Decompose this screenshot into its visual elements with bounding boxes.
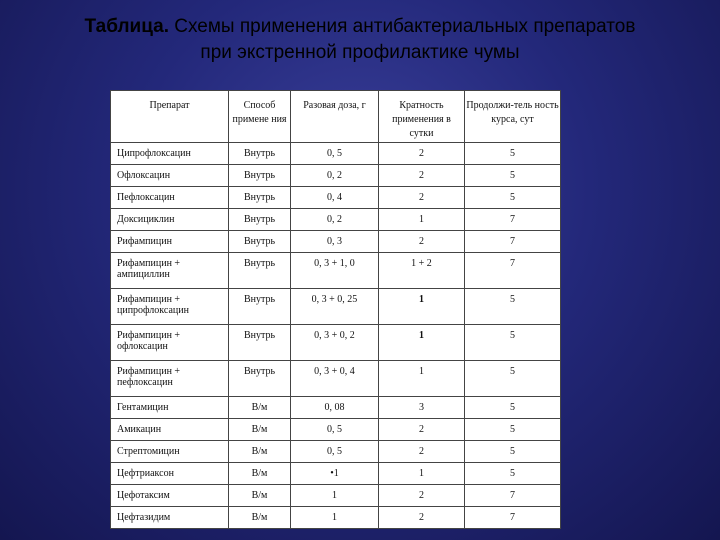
title-line-2: при экстренной профилактике чумы bbox=[200, 42, 520, 63]
cell-frequency: 2 bbox=[379, 165, 465, 187]
cell-dose: 0, 5 bbox=[291, 143, 379, 165]
cell-dose: 0, 3 + 0, 25 bbox=[291, 289, 379, 325]
cell-frequency: 1 bbox=[379, 463, 465, 485]
cell-drug: Амикацин bbox=[111, 419, 229, 441]
cell-drug: Рифампицин + ципрофлоксацин bbox=[111, 289, 229, 325]
cell-route: Внутрь bbox=[229, 289, 291, 325]
cell-frequency: 2 bbox=[379, 231, 465, 253]
cell-route: Внутрь bbox=[229, 143, 291, 165]
cell-route: В/м bbox=[229, 419, 291, 441]
cell-frequency: 1 bbox=[379, 325, 465, 361]
cell-drug: Цефтриаксон bbox=[111, 463, 229, 485]
cell-duration: 5 bbox=[465, 419, 561, 441]
cell-dose: 1 bbox=[291, 507, 379, 529]
header-dose: Разовая доза, г bbox=[291, 91, 379, 143]
cell-dose: 0, 5 bbox=[291, 419, 379, 441]
title-line-1 bbox=[0, 14, 720, 40]
table-row bbox=[111, 187, 561, 209]
table-row bbox=[111, 143, 561, 165]
cell-dose: 0, 08 bbox=[291, 397, 379, 419]
cell-dose: 0, 4 bbox=[291, 187, 379, 209]
header-duration: Продолжи-тель ность курса, сут bbox=[465, 91, 561, 143]
cell-duration: 5 bbox=[465, 463, 561, 485]
table-row bbox=[111, 485, 561, 507]
cell-dose: 0, 5 bbox=[291, 441, 379, 463]
table-row bbox=[111, 507, 561, 529]
cell-drug: Офлоксацин bbox=[111, 165, 229, 187]
cell-frequency: 1 bbox=[379, 289, 465, 325]
cell-duration: 5 bbox=[465, 187, 561, 209]
cell-drug: Рифампицин + ампициллин bbox=[111, 253, 229, 289]
cell-drug: Ципрофлоксацин bbox=[111, 143, 229, 165]
table-row bbox=[111, 463, 561, 485]
cell-route: В/м bbox=[229, 485, 291, 507]
cell-duration: 5 bbox=[465, 165, 561, 187]
cell-route: Внутрь bbox=[229, 325, 291, 361]
cell-frequency: 2 bbox=[379, 187, 465, 209]
cell-duration: 5 bbox=[465, 441, 561, 463]
table-row bbox=[111, 289, 561, 325]
cell-drug: Рифампицин bbox=[111, 231, 229, 253]
cell-route: В/м bbox=[229, 441, 291, 463]
cell-dose: 0, 3 + 0, 4 bbox=[291, 361, 379, 397]
cell-route: В/м bbox=[229, 463, 291, 485]
cell-route: Внутрь bbox=[229, 253, 291, 289]
header-drug: Препарат bbox=[111, 91, 229, 143]
cell-duration: 7 bbox=[465, 231, 561, 253]
cell-frequency: 2 bbox=[379, 143, 465, 165]
cell-frequency: 2 bbox=[379, 441, 465, 463]
header-route: Способ примене ния bbox=[229, 91, 291, 143]
cell-duration: 5 bbox=[465, 361, 561, 397]
cell-route: Внутрь bbox=[229, 187, 291, 209]
cell-frequency: 1 bbox=[379, 209, 465, 231]
cell-frequency: 2 bbox=[379, 507, 465, 529]
cell-drug: Рифампицин + пефлоксацин bbox=[111, 361, 229, 397]
cell-drug: Стрептомицин bbox=[111, 441, 229, 463]
cell-drug: Цефотаксим bbox=[111, 485, 229, 507]
cell-frequency: 1 bbox=[379, 361, 465, 397]
slide-title bbox=[0, 14, 720, 66]
cell-frequency: 2 bbox=[379, 485, 465, 507]
cell-route: Внутрь bbox=[229, 231, 291, 253]
table-row bbox=[111, 209, 561, 231]
cell-duration: 7 bbox=[465, 485, 561, 507]
table-row bbox=[111, 231, 561, 253]
cell-duration: 5 bbox=[465, 397, 561, 419]
cell-frequency: 1 + 2 bbox=[379, 253, 465, 289]
cell-frequency: 2 bbox=[379, 419, 465, 441]
cell-frequency: 3 bbox=[379, 397, 465, 419]
cell-dose: 0, 3 + 1, 0 bbox=[291, 253, 379, 289]
table-row bbox=[111, 419, 561, 441]
cell-duration: 7 bbox=[465, 507, 561, 529]
cell-dose: •1 bbox=[291, 463, 379, 485]
cell-duration: 5 bbox=[465, 289, 561, 325]
cell-dose: 1 bbox=[291, 485, 379, 507]
header-frequency: Кратность применения в сутки bbox=[379, 91, 465, 143]
cell-duration: 5 bbox=[465, 325, 561, 361]
antibiotics-table bbox=[110, 90, 561, 529]
title-label: Таблица. bbox=[84, 16, 169, 37]
cell-dose: 0, 2 bbox=[291, 209, 379, 231]
table-row bbox=[111, 325, 561, 361]
cell-route: Внутрь bbox=[229, 361, 291, 397]
cell-route: Внутрь bbox=[229, 209, 291, 231]
cell-route: В/м bbox=[229, 507, 291, 529]
cell-route: В/м bbox=[229, 397, 291, 419]
table-row bbox=[111, 441, 561, 463]
table-row bbox=[111, 361, 561, 397]
table-row bbox=[111, 397, 561, 419]
table-row bbox=[111, 165, 561, 187]
cell-drug: Доксициклин bbox=[111, 209, 229, 231]
cell-dose: 0, 3 bbox=[291, 231, 379, 253]
table-container bbox=[110, 90, 560, 528]
cell-drug: Гентамицин bbox=[111, 397, 229, 419]
cell-dose: 0, 2 bbox=[291, 165, 379, 187]
cell-route: Внутрь bbox=[229, 165, 291, 187]
cell-duration: 5 bbox=[465, 143, 561, 165]
cell-duration: 7 bbox=[465, 253, 561, 289]
cell-drug: Цефтазидим bbox=[111, 507, 229, 529]
cell-drug: Пефлоксацин bbox=[111, 187, 229, 209]
cell-drug: Рифампицин + офлоксацин bbox=[111, 325, 229, 361]
cell-dose: 0, 3 + 0, 2 bbox=[291, 325, 379, 361]
table-header-row bbox=[111, 91, 561, 143]
title-text-1: Схемы применения антибактериальных препаратов bbox=[174, 16, 636, 37]
table-row bbox=[111, 253, 561, 289]
cell-duration: 7 bbox=[465, 209, 561, 231]
